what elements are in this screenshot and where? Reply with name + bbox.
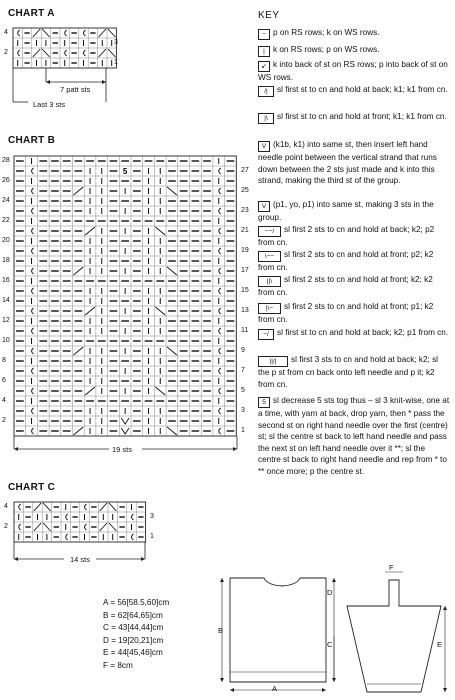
key-description: sl first st to cn and hold at front; k1; k1 from cn. <box>277 112 447 121</box>
key-symbol-icon: |\− <box>258 303 281 314</box>
chart-b-row-label: 7 <box>241 367 245 374</box>
key-item <box>258 395 450 477</box>
key-description: sl first 2 sts to cn and hold at back; k2; p2 from cn. <box>258 225 435 247</box>
chart-b-row-label: 26 <box>2 177 10 184</box>
chart-c-row-label: 1 <box>150 533 154 540</box>
key-item <box>258 111 450 124</box>
key-description: k into back of st on RS rows; p into back of st on WS rows. <box>258 60 448 82</box>
measurement-b: B = 62[64,65]cm <box>103 610 163 620</box>
chart-b-row-label: 4 <box>2 397 6 404</box>
body-label-a: A <box>272 684 278 693</box>
key-item <box>258 59 450 84</box>
body-schematic <box>222 572 342 697</box>
key-item <box>258 84 450 97</box>
key-item <box>258 354 450 390</box>
key-item <box>258 199 450 224</box>
body-label-d: D <box>327 588 333 597</box>
key-symbol-icon: − <box>258 29 270 40</box>
key-symbol-icon: \−− <box>258 251 281 262</box>
chart-b-row-label: 6 <box>2 377 6 384</box>
chart-b-grid <box>14 156 238 436</box>
chart-b-row-label: 1 <box>241 427 245 434</box>
chart-b-row-label: 21 <box>241 227 249 234</box>
sleeve-label-e: E <box>437 640 443 649</box>
chart-b-row-label: 3 <box>241 407 245 414</box>
sleeve-schematic <box>345 566 450 698</box>
chart-b-row-label: 9 <box>241 347 245 354</box>
key-description: sl first 2 sts to cn and hold at front; k2; k2 from cn. <box>258 275 433 297</box>
key-symbol-icon: −/ <box>258 329 274 340</box>
measurement-d: D = 19[20,21]cm <box>103 635 164 645</box>
chart-b-row-label: 10 <box>2 337 10 344</box>
key-symbol-icon: ||\ <box>258 276 281 287</box>
chart-c-row-label: 2 <box>4 523 8 530</box>
key-item <box>258 224 450 249</box>
key-item <box>258 327 450 340</box>
measurement-c: C = 43[44,44]cm <box>103 623 164 632</box>
key-item <box>258 27 450 40</box>
key-description: sl first st to cn and hold at back; k2; p1 from cn. <box>277 328 449 337</box>
chart-a-grid <box>13 28 123 68</box>
key-symbol-icon: | <box>258 46 270 57</box>
body-label-b: B <box>218 626 224 635</box>
chart-b-row-label: 19 <box>241 247 249 254</box>
chart-b-row-label: 24 <box>2 197 10 204</box>
key-description: sl first 3 sts to cn and hold at back; k2; sl the p st from cn back onto left needle and p it; k2 from cn. <box>258 355 438 389</box>
chart-a-title: CHART A <box>8 8 55 19</box>
chart-b-row-label: 25 <box>241 187 249 194</box>
key-symbol-icon: V <box>258 141 270 152</box>
key-description: sl first st to cn and hold at back; k1; k1 from cn. <box>277 85 448 94</box>
chart-b-row-label: 22 <box>2 217 10 224</box>
key-symbol-icon: V <box>258 201 270 212</box>
chart-c-width-label: 14 sts <box>70 555 91 564</box>
chart-b-row-label: 16 <box>2 277 10 284</box>
measurement-list <box>103 597 213 672</box>
key-symbol-icon: ↙ <box>258 61 270 72</box>
key-symbol-icon: ||/| <box>258 356 288 367</box>
key-description: sl first 2 sts to cn and hold at front; p2; k2 from cn. <box>258 250 434 272</box>
chart-a-row-label: 2 <box>4 49 8 56</box>
chart-b-row-label: 15 <box>241 287 249 294</box>
chart-b-row-label: 12 <box>2 317 10 324</box>
key-description: (k1b, k1) into same st, then insert left hand needle point between the vertical strand that runs down between the 2 sts just made and k into this strand, making the third st of the group. <box>258 140 437 185</box>
chart-c-grid <box>14 502 146 542</box>
chart-a-row-label: 1 <box>114 59 118 66</box>
measurement-e: E = 44[45,46]cm <box>103 648 163 657</box>
key-description: (p1, yo, p1) into same st, making 3 sts in the group. <box>258 200 434 222</box>
chart-b-row-label: 8 <box>2 357 6 364</box>
key-description: sl first 2 sts to cn and hold at front; p1; k2 from cn. <box>258 302 434 324</box>
chart-b-row-label: 2 <box>2 417 6 424</box>
key-item <box>258 139 450 187</box>
chart-b-row-label: 11 <box>241 327 249 334</box>
key-symbol-icon: −−/ <box>258 226 281 237</box>
chart-b-row-label: 13 <box>241 307 249 314</box>
key-description: sl decrease 5 sts tog thus – sl 3 knit-wise, one at a time, with yarn at back, drop yarn, then * pass the second st on right hand needle over the first (centre) st; sl the centre st back to left hand needle and pass the next st on left hand needle over it **; sl the centre st back to right hand needle and rep from * to ** once more; p the centre st. <box>258 396 450 476</box>
chart-b-title: CHART B <box>8 135 56 146</box>
chart-b-row-label: 20 <box>2 237 10 244</box>
key-item <box>258 301 450 326</box>
svg-text:5: 5 <box>122 167 128 176</box>
measurement-f: F = 8cm <box>103 660 133 670</box>
key-item <box>258 249 450 274</box>
key-description: k on RS rows; p on WS rows. <box>273 45 380 54</box>
key-title: KEY <box>258 10 280 21</box>
key-description: p on RS rows; k on WS rows. <box>273 28 380 37</box>
chart-a-row-label: 4 <box>4 29 8 36</box>
chart-b-row-label: 5 <box>241 387 245 394</box>
sleeve-label-f: F <box>389 563 394 572</box>
chart-b-row-label: 14 <box>2 297 10 304</box>
key-item <box>258 274 450 299</box>
chart-b-row-label: 28 <box>2 157 10 164</box>
chart-b-row-label: 17 <box>241 267 249 274</box>
chart-b-row-label: 23 <box>241 207 249 214</box>
chart-a-last-label: Last 3 sts <box>33 100 66 109</box>
key-symbol-icon: |\ <box>258 113 274 124</box>
measurement-a: A = 56[58.5,60]cm <box>103 598 170 607</box>
chart-c-row-label: 3 <box>150 513 154 520</box>
chart-b-width-label: 19 sts <box>112 445 133 454</box>
chart-c-title: CHART C <box>8 482 56 493</box>
chart-a-repeat-label: 7 patt sts <box>60 85 91 94</box>
key-symbol-icon: /| <box>258 86 274 97</box>
chart-c-row-label: 4 <box>4 503 8 510</box>
chart-b-row-label: 18 <box>2 257 10 264</box>
key-symbol-icon: 5 <box>258 397 270 408</box>
chart-b-row-label: 27 <box>241 167 249 174</box>
chart-a-row-label: 3 <box>114 39 118 46</box>
body-label-c: C <box>327 640 333 649</box>
key-item <box>258 44 450 57</box>
